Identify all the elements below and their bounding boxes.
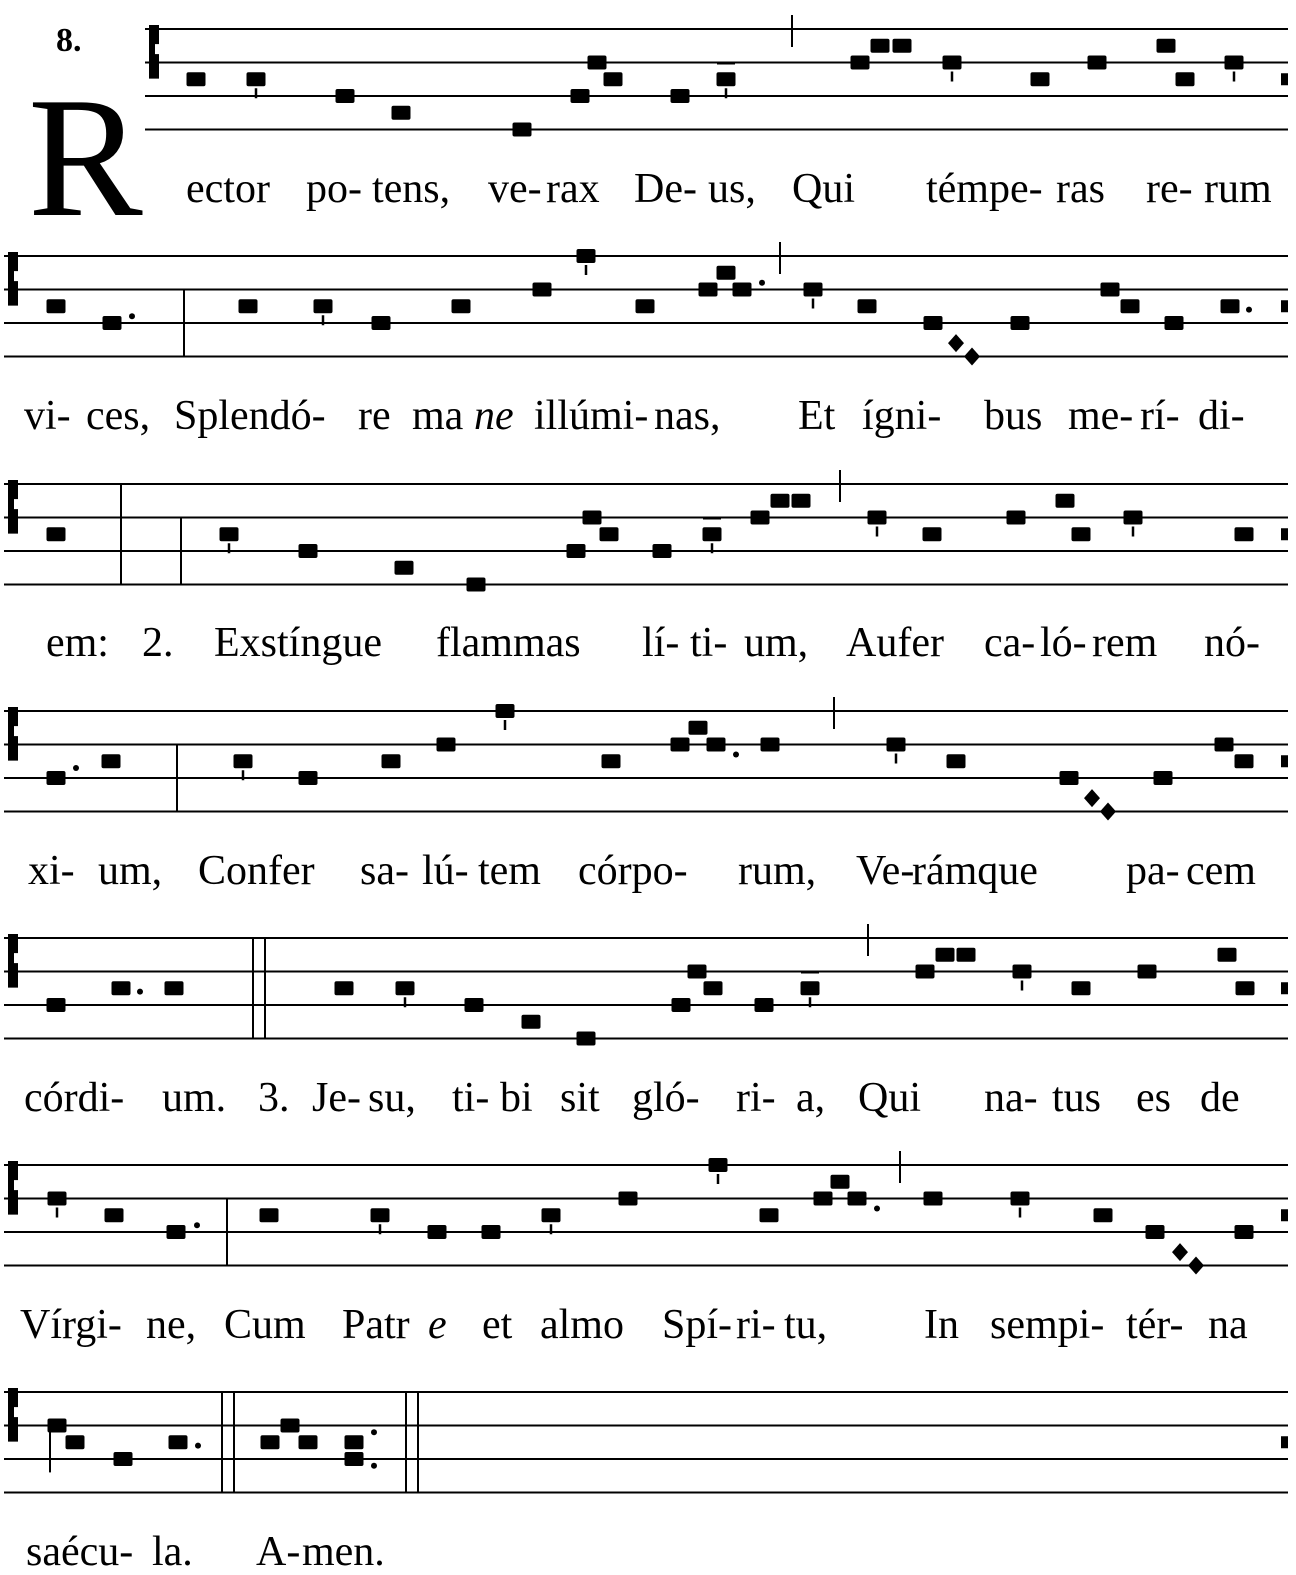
syllable: In — [924, 1302, 959, 1348]
syllable: tu, — [784, 1302, 828, 1348]
syllable: témpe- — [926, 166, 1043, 212]
syllable: Je- — [312, 1075, 361, 1121]
drop-cap-initial: R — [28, 63, 143, 253]
syllable: um. — [162, 1075, 227, 1121]
syllable: ces, — [86, 393, 151, 439]
syllable: tus — [1052, 1075, 1102, 1121]
syllable: ló- — [1040, 620, 1087, 666]
syllable: lí- — [642, 620, 680, 666]
syllable: men. — [302, 1529, 385, 1575]
syllable: rum, — [738, 848, 817, 894]
syllable: illúmi- — [534, 393, 649, 439]
hymn-number: 8. — [56, 22, 82, 59]
syllable: lú- — [422, 848, 469, 894]
syllable: et — [482, 1302, 513, 1348]
syllable: almo — [540, 1302, 624, 1348]
syllable: Et — [798, 393, 836, 439]
syllable: A- — [256, 1529, 301, 1575]
syllable: Cum — [224, 1302, 306, 1348]
syllable: cem — [1186, 848, 1256, 894]
syllable: rí- — [1140, 393, 1180, 439]
syllable: ri- — [736, 1075, 776, 1121]
syllable: ti- — [452, 1075, 490, 1121]
syllable: flammas — [436, 620, 581, 666]
syllable: Splendó- — [174, 393, 326, 439]
syllable: ri- — [736, 1302, 776, 1348]
syllable: di- — [1198, 393, 1245, 439]
syllable: na — [1208, 1302, 1248, 1348]
syllable: ras — [1056, 166, 1105, 212]
syllable: ve- — [488, 166, 542, 212]
syllable: me- — [1068, 393, 1134, 439]
syllable: rem — [1092, 620, 1158, 666]
syllable: rax — [546, 166, 600, 212]
syllable: De- — [634, 166, 697, 212]
syllable: sit — [560, 1075, 600, 1121]
syllable: Aufer — [846, 620, 944, 666]
syllable: ígni- — [862, 393, 942, 439]
syllable: pa- — [1126, 848, 1180, 894]
syllable: na- — [984, 1075, 1038, 1121]
syllable: la. — [152, 1529, 193, 1575]
syllable: bi — [500, 1075, 533, 1121]
syllable — [474, 395, 514, 437]
syllable: Vírgi- — [20, 1302, 122, 1348]
syllable: rum — [1204, 166, 1272, 212]
syllable: 3. — [258, 1075, 290, 1121]
syllable: nas, — [654, 393, 721, 439]
syllable: tér- — [1126, 1302, 1184, 1348]
syllable: saécu- — [26, 1529, 134, 1575]
syllable: ca- — [984, 620, 1036, 666]
syllable: gló- — [632, 1075, 700, 1121]
syllable: es — [1136, 1075, 1171, 1121]
syllable: Confer — [198, 848, 315, 894]
syllable: re — [358, 393, 391, 439]
syllable: um, — [744, 620, 809, 666]
syllable: xi- — [28, 848, 75, 894]
syllable: ma — [412, 393, 464, 439]
syllable: vi- — [24, 393, 71, 439]
syllable: ne, — [146, 1302, 197, 1348]
syllable: sempi- — [990, 1302, 1105, 1348]
syllable — [428, 1304, 447, 1346]
syllable: nó- — [1204, 620, 1260, 666]
syllable: Spí- — [662, 1302, 733, 1348]
syllable: córpo- — [578, 848, 688, 894]
syllable: Qui — [792, 166, 855, 212]
syllable: tens, — [372, 166, 451, 212]
syllable: um, — [98, 848, 163, 894]
italic-syllable: ne — [474, 393, 514, 439]
syllable: 2. — [142, 620, 174, 666]
syllable: Ve- — [856, 848, 915, 894]
syllable: po- — [306, 166, 362, 212]
syllable: Patr — [342, 1302, 410, 1348]
syllable: a, — [796, 1075, 826, 1121]
italic-syllable: e — [428, 1302, 447, 1348]
syllable: rámque — [912, 848, 1038, 894]
syllable: re- — [1146, 166, 1193, 212]
syllable: sa- — [360, 848, 409, 894]
syllable: us, — [708, 166, 756, 212]
syllable: Exstíngue — [214, 620, 382, 666]
syllable: su, — [368, 1075, 416, 1121]
syllable: em: — [46, 620, 109, 666]
syllable: bus — [984, 393, 1043, 439]
syllable: tem — [478, 848, 541, 894]
syllable: Qui — [858, 1075, 921, 1121]
syllable: córdi- — [24, 1075, 125, 1121]
syllable: de — [1200, 1075, 1240, 1121]
syllable: ector — [186, 166, 270, 212]
syllable: ti- — [690, 620, 728, 666]
